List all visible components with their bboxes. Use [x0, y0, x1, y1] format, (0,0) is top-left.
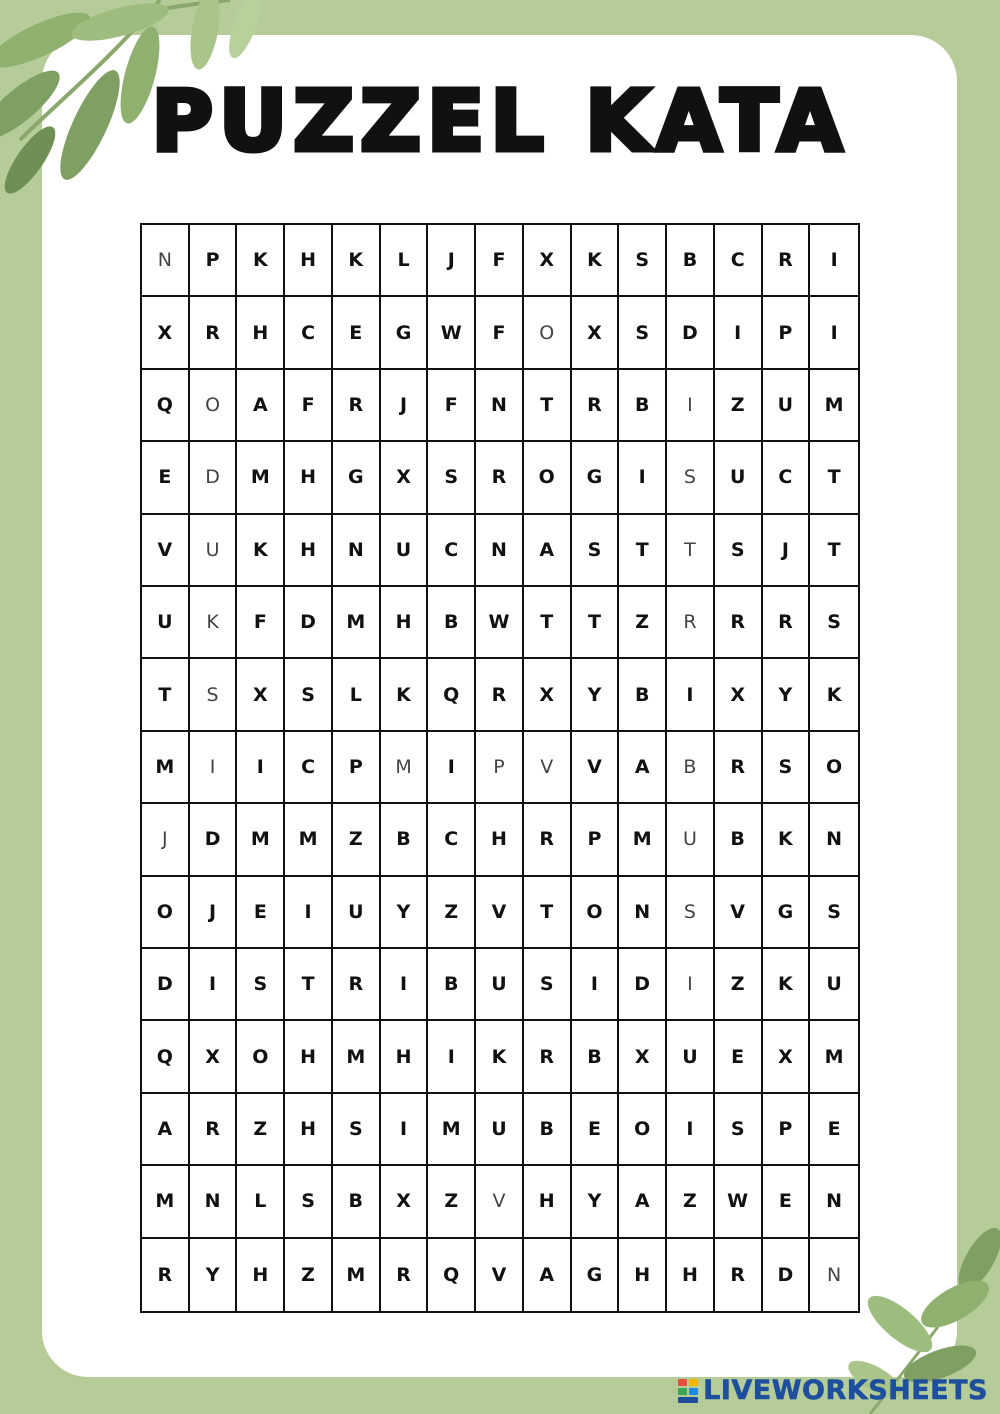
- grid-cell-r6-c7[interactable]: B: [428, 587, 476, 659]
- grid-cell-r1-c2[interactable]: P: [190, 225, 238, 297]
- grid-cell-r11-c6[interactable]: I: [381, 949, 429, 1021]
- grid-cell-r2-c1[interactable]: X: [142, 297, 190, 369]
- grid-cell-r14-c7[interactable]: Z: [428, 1166, 476, 1238]
- grid-cell-r5-c14[interactable]: J: [763, 515, 811, 587]
- grid-cell-r5-c13[interactable]: S: [715, 515, 763, 587]
- grid-cell-r2-c2[interactable]: R: [190, 297, 238, 369]
- grid-cell-r14-c3[interactable]: L: [237, 1166, 285, 1238]
- grid-cell-r7-c3[interactable]: X: [237, 659, 285, 731]
- grid-cell-r4-c8[interactable]: R: [476, 442, 524, 514]
- grid-cell-r3-c14[interactable]: U: [763, 370, 811, 442]
- grid-cell-r14-c6[interactable]: X: [381, 1166, 429, 1238]
- grid-cell-r1-c14[interactable]: R: [763, 225, 811, 297]
- grid-cell-r5-c6[interactable]: U: [381, 515, 429, 587]
- grid-cell-r15-c7[interactable]: Q: [428, 1239, 476, 1311]
- grid-cell-r12-c3[interactable]: O: [237, 1021, 285, 1093]
- grid-cell-r8-c1[interactable]: M: [142, 732, 190, 804]
- grid-cell-r9-c8[interactable]: H: [476, 804, 524, 876]
- grid-cell-r8-c4[interactable]: C: [285, 732, 333, 804]
- grid-cell-r3-c7[interactable]: F: [428, 370, 476, 442]
- grid-cell-r11-c8[interactable]: U: [476, 949, 524, 1021]
- grid-cell-r7-c8[interactable]: R: [476, 659, 524, 731]
- grid-cell-r6-c12[interactable]: R: [667, 587, 715, 659]
- grid-cell-r11-c10[interactable]: I: [572, 949, 620, 1021]
- grid-cell-r10-c10[interactable]: O: [572, 877, 620, 949]
- word-search-grid: [140, 223, 860, 1313]
- grid-cell-r1-c3[interactable]: K: [237, 225, 285, 297]
- grid-cell-r11-c15[interactable]: U: [810, 949, 858, 1021]
- grid-cell-r4-c14[interactable]: C: [763, 442, 811, 514]
- grid-cell-r7-c14[interactable]: Y: [763, 659, 811, 731]
- grid-cell-r11-c9[interactable]: S: [524, 949, 572, 1021]
- grid-cell-r13-c2[interactable]: R: [190, 1094, 238, 1166]
- grid-cell-r2-c3[interactable]: H: [237, 297, 285, 369]
- grid-cell-r13-c15[interactable]: E: [810, 1094, 858, 1166]
- grid-cell-r14-c1[interactable]: M: [142, 1166, 190, 1238]
- grid-cell-r15-c2[interactable]: Y: [190, 1239, 238, 1311]
- grid-cell-r5-c12[interactable]: T: [667, 515, 715, 587]
- grid-cell-r4-c13[interactable]: U: [715, 442, 763, 514]
- grid-cell-r12-c2[interactable]: X: [190, 1021, 238, 1093]
- grid-cell-r8-c2[interactable]: I: [190, 732, 238, 804]
- grid-cell-r13-c13[interactable]: S: [715, 1094, 763, 1166]
- grid-cell-r15-c13[interactable]: R: [715, 1239, 763, 1311]
- liveworksheets-brand-text: LIVEWORKSHEETS: [703, 1375, 988, 1406]
- grid-cell-r15-c10[interactable]: G: [572, 1239, 620, 1311]
- grid-cell-r1-c1[interactable]: N: [142, 225, 190, 297]
- grid-cell-r3-c5[interactable]: R: [333, 370, 381, 442]
- grid-cell-r11-c4[interactable]: T: [285, 949, 333, 1021]
- grid-cell-r8-c6[interactable]: M: [381, 732, 429, 804]
- grid-cell-r4-c5[interactable]: G: [333, 442, 381, 514]
- grid-cell-r1-c9[interactable]: X: [524, 225, 572, 297]
- grid-cell-r13-c10[interactable]: E: [572, 1094, 620, 1166]
- grid-cell-r10-c5[interactable]: U: [333, 877, 381, 949]
- grid-cell-r3-c2[interactable]: O: [190, 370, 238, 442]
- grid-cell-r1-c5[interactable]: K: [333, 225, 381, 297]
- grid-cell-r15-c6[interactable]: R: [381, 1239, 429, 1311]
- grid-cell-r4-c6[interactable]: X: [381, 442, 429, 514]
- grid-cell-r11-c13[interactable]: Z: [715, 949, 763, 1021]
- grid-cell-r12-c12[interactable]: U: [667, 1021, 715, 1093]
- grid-cell-r6-c4[interactable]: D: [285, 587, 333, 659]
- grid-cell-r6-c5[interactable]: M: [333, 587, 381, 659]
- grid-cell-r11-c2[interactable]: I: [190, 949, 238, 1021]
- grid-cell-r10-c2[interactable]: J: [190, 877, 238, 949]
- grid-cell-r2-c8[interactable]: F: [476, 297, 524, 369]
- grid-cell-r9-c11[interactable]: M: [619, 804, 667, 876]
- liveworksheets-brand: [677, 1375, 988, 1406]
- grid-cell-r9-c1[interactable]: J: [142, 804, 190, 876]
- grid-cell-r5-c5[interactable]: N: [333, 515, 381, 587]
- grid-cell-r3-c1[interactable]: Q: [142, 370, 190, 442]
- grid-cell-r6-c8[interactable]: W: [476, 587, 524, 659]
- grid-cell-r10-c11[interactable]: N: [619, 877, 667, 949]
- grid-cell-r9-c5[interactable]: Z: [333, 804, 381, 876]
- grid-cell-r14-c4[interactable]: S: [285, 1166, 333, 1238]
- grid-cell-r11-c11[interactable]: D: [619, 949, 667, 1021]
- grid-cell-r13-c9[interactable]: B: [524, 1094, 572, 1166]
- grid-cell-r12-c11[interactable]: X: [619, 1021, 667, 1093]
- grid-cell-r14-c8[interactable]: V: [476, 1166, 524, 1238]
- grid-cell-r10-c3[interactable]: E: [237, 877, 285, 949]
- grid-cell-r9-c15[interactable]: N: [810, 804, 858, 876]
- grid-cell-r4-c10[interactable]: G: [572, 442, 620, 514]
- grid-cell-r11-c12[interactable]: I: [667, 949, 715, 1021]
- grid-cell-r15-c11[interactable]: H: [619, 1239, 667, 1311]
- grid-cell-r12-c5[interactable]: M: [333, 1021, 381, 1093]
- grid-cell-r4-c12[interactable]: S: [667, 442, 715, 514]
- grid-cell-r4-c1[interactable]: E: [142, 442, 190, 514]
- grid-cell-r3-c6[interactable]: J: [381, 370, 429, 442]
- grid-cell-r12-c4[interactable]: H: [285, 1021, 333, 1093]
- grid-cell-r5-c11[interactable]: T: [619, 515, 667, 587]
- grid-cell-r1-c7[interactable]: J: [428, 225, 476, 297]
- grid-cell-r8-c7[interactable]: I: [428, 732, 476, 804]
- grid-cell-r2-c9[interactable]: O: [524, 297, 572, 369]
- grid-cell-r2-c6[interactable]: G: [381, 297, 429, 369]
- grid-cell-r14-c14[interactable]: E: [763, 1166, 811, 1238]
- grid-cell-r1-c6[interactable]: L: [381, 225, 429, 297]
- grid-cell-r12-c14[interactable]: X: [763, 1021, 811, 1093]
- grid-cell-r13-c12[interactable]: I: [667, 1094, 715, 1166]
- grid-cell-r14-c9[interactable]: H: [524, 1166, 572, 1238]
- grid-cell-r5-c1[interactable]: V: [142, 515, 190, 587]
- grid-cell-r7-c11[interactable]: B: [619, 659, 667, 731]
- grid-cell-r6-c6[interactable]: H: [381, 587, 429, 659]
- grid-cell-r15-c4[interactable]: Z: [285, 1239, 333, 1311]
- grid-cell-r8-c10[interactable]: V: [572, 732, 620, 804]
- grid-cell-r9-c14[interactable]: K: [763, 804, 811, 876]
- grid-cell-r3-c9[interactable]: T: [524, 370, 572, 442]
- grid-cell-r6-c9[interactable]: T: [524, 587, 572, 659]
- grid-cell-r2-c10[interactable]: X: [572, 297, 620, 369]
- grid-cell-r4-c7[interactable]: S: [428, 442, 476, 514]
- grid-cell-r10-c9[interactable]: T: [524, 877, 572, 949]
- grid-cell-r5-c10[interactable]: S: [572, 515, 620, 587]
- grid-cell-r6-c15[interactable]: S: [810, 587, 858, 659]
- grid-cell-r4-c4[interactable]: H: [285, 442, 333, 514]
- grid-cell-r6-c2[interactable]: K: [190, 587, 238, 659]
- grid-cell-r1-c8[interactable]: F: [476, 225, 524, 297]
- grid-cell-r9-c13[interactable]: B: [715, 804, 763, 876]
- grid-cell-r3-c3[interactable]: A: [237, 370, 285, 442]
- grid-cell-r2-c5[interactable]: E: [333, 297, 381, 369]
- grid-cell-r5-c8[interactable]: N: [476, 515, 524, 587]
- grid-cell-r6-c13[interactable]: R: [715, 587, 763, 659]
- grid-cell-r3-c11[interactable]: B: [619, 370, 667, 442]
- grid-cell-r7-c7[interactable]: Q: [428, 659, 476, 731]
- grid-cell-r5-c9[interactable]: A: [524, 515, 572, 587]
- grid-cell-r6-c3[interactable]: F: [237, 587, 285, 659]
- grid-cell-r2-c7[interactable]: W: [428, 297, 476, 369]
- grid-cell-r7-c15[interactable]: K: [810, 659, 858, 731]
- grid-cell-r2-c15[interactable]: I: [810, 297, 858, 369]
- grid-cell-r6-c11[interactable]: Z: [619, 587, 667, 659]
- grid-cell-r5-c3[interactable]: K: [237, 515, 285, 587]
- grid-cell-r2-c13[interactable]: I: [715, 297, 763, 369]
- grid-cell-r2-c4[interactable]: C: [285, 297, 333, 369]
- grid-cell-r6-c1[interactable]: U: [142, 587, 190, 659]
- grid-cell-r7-c5[interactable]: L: [333, 659, 381, 731]
- grid-cell-r11-c7[interactable]: B: [428, 949, 476, 1021]
- grid-cell-r3-c13[interactable]: Z: [715, 370, 763, 442]
- grid-cell-r10-c13[interactable]: V: [715, 877, 763, 949]
- grid-cell-r15-c1[interactable]: R: [142, 1239, 190, 1311]
- grid-cell-r15-c8[interactable]: V: [476, 1239, 524, 1311]
- grid-cell-r15-c5[interactable]: M: [333, 1239, 381, 1311]
- grid-cell-r9-c7[interactable]: C: [428, 804, 476, 876]
- grid-cell-r3-c10[interactable]: R: [572, 370, 620, 442]
- grid-cell-r2-c11[interactable]: S: [619, 297, 667, 369]
- liveworksheets-logo-icon: [677, 1378, 699, 1404]
- page-title: PUZZEL KATA: [151, 72, 849, 170]
- grid-cell-r2-c12[interactable]: D: [667, 297, 715, 369]
- grid-cell-r15-c15[interactable]: N: [827, 1263, 842, 1286]
- grid-cell-r8-c15[interactable]: O: [810, 732, 858, 804]
- grid-cell-r8-c9[interactable]: V: [524, 732, 572, 804]
- grid-cell-r4-c9[interactable]: O: [524, 442, 572, 514]
- grid-cell-r2-c14[interactable]: P: [763, 297, 811, 369]
- grid-cell-r1-c13[interactable]: C: [715, 225, 763, 297]
- grid-cell-r10-c1[interactable]: O: [142, 877, 190, 949]
- grid-cell-r10-c7[interactable]: Z: [428, 877, 476, 949]
- grid-cell-r9-c10[interactable]: P: [572, 804, 620, 876]
- grid-cell-r12-c9[interactable]: R: [524, 1021, 572, 1093]
- grid-cell-r7-c9[interactable]: X: [524, 659, 572, 731]
- grid-cell-r3-c4[interactable]: F: [285, 370, 333, 442]
- grid-cell-r10-c12[interactable]: S: [667, 877, 715, 949]
- grid-cell-r6-c10[interactable]: T: [572, 587, 620, 659]
- grid-cell-r15-c14[interactable]: D: [763, 1239, 811, 1311]
- grid-cell-r10-c15[interactable]: S: [810, 877, 858, 949]
- grid-cell-r8-c8[interactable]: P: [476, 732, 524, 804]
- grid-cell-r6-c14[interactable]: R: [763, 587, 811, 659]
- grid-cell-r12-c1[interactable]: Q: [142, 1021, 190, 1093]
- grid-cell-r15-c3[interactable]: H: [237, 1239, 285, 1311]
- grid-cell-r9-c4[interactable]: M: [285, 804, 333, 876]
- grid-cell-r14-c12[interactable]: Z: [667, 1166, 715, 1238]
- grid-cell-r13-c7[interactable]: M: [428, 1094, 476, 1166]
- grid-cell-r11-c1[interactable]: D: [142, 949, 190, 1021]
- grid-cell-r7-c12[interactable]: I: [667, 659, 715, 731]
- grid-cell-r8-c5[interactable]: P: [333, 732, 381, 804]
- grid-cell-r15-c12[interactable]: H: [667, 1239, 715, 1311]
- grid-cell-r8-c13[interactable]: R: [715, 732, 763, 804]
- grid-cell-r14-c11[interactable]: A: [619, 1166, 667, 1238]
- grid-cell-r13-c3[interactable]: Z: [237, 1094, 285, 1166]
- grid-cell-r5-c7[interactable]: C: [428, 515, 476, 587]
- grid-cell-r13-c14[interactable]: P: [763, 1094, 811, 1166]
- grid-cell-r13-c11[interactable]: O: [619, 1094, 667, 1166]
- grid-cell-r12-c7[interactable]: I: [428, 1021, 476, 1093]
- grid-cell-r15-c9[interactable]: A: [524, 1239, 572, 1311]
- grid-cell-r1-c4[interactable]: H: [285, 225, 333, 297]
- grid-cell-r4-c2[interactable]: D: [190, 442, 238, 514]
- grid-cell-r13-c6[interactable]: I: [381, 1094, 429, 1166]
- grid-cell-r13-c8[interactable]: U: [476, 1094, 524, 1166]
- grid-cell-r9-c9[interactable]: R: [524, 804, 572, 876]
- grid-cell-r12-c15[interactable]: M: [810, 1021, 858, 1093]
- grid-cell-r4-c11[interactable]: I: [619, 442, 667, 514]
- grid-cell-r4-c15[interactable]: T: [810, 442, 858, 514]
- grid-cell-r9-c3[interactable]: M: [237, 804, 285, 876]
- grid-cell-r1-c11[interactable]: S: [619, 225, 667, 297]
- grid-cell-r11-c3[interactable]: S: [237, 949, 285, 1021]
- grid-cell-r5-c4[interactable]: H: [285, 515, 333, 587]
- grid-cell-r1-c10[interactable]: K: [572, 225, 620, 297]
- grid-cell-r3-c15[interactable]: M: [810, 370, 858, 442]
- grid-cell-r9-c12[interactable]: U: [667, 804, 715, 876]
- grid-cell-r10-c4[interactable]: I: [285, 877, 333, 949]
- grid-cell-r9-c2[interactable]: D: [190, 804, 238, 876]
- grid-cell-r5-c2[interactable]: U: [190, 515, 238, 587]
- grid-cell-r8-c3[interactable]: I: [237, 732, 285, 804]
- grid-cell-r7-c2[interactable]: S: [190, 659, 238, 731]
- grid-cell-r7-c10[interactable]: Y: [572, 659, 620, 731]
- grid-cell-r11-c14[interactable]: K: [763, 949, 811, 1021]
- grid-cell-r11-c5[interactable]: R: [333, 949, 381, 1021]
- grid-cell-r14-c15[interactable]: N: [810, 1166, 858, 1238]
- grid-cell-r9-c6[interactable]: B: [381, 804, 429, 876]
- grid-cell-r8-c14[interactable]: S: [763, 732, 811, 804]
- grid-cell-r14-c5[interactable]: B: [333, 1166, 381, 1238]
- grid-cell-r1-c12[interactable]: B: [667, 225, 715, 297]
- grid-cell-r10-c14[interactable]: G: [763, 877, 811, 949]
- grid-cell-r8-c12[interactable]: B: [667, 732, 715, 804]
- grid-cell-r13-c1[interactable]: A: [142, 1094, 190, 1166]
- grid-cell-r14-c10[interactable]: Y: [572, 1166, 620, 1238]
- grid-cell-r7-c13[interactable]: X: [715, 659, 763, 731]
- grid-cell-r4-c3[interactable]: M: [237, 442, 285, 514]
- grid-cell-r5-c15[interactable]: T: [810, 515, 858, 587]
- grid-cell-r10-c8[interactable]: V: [476, 877, 524, 949]
- grid-cell-r12-c6[interactable]: H: [381, 1021, 429, 1093]
- grid-cell-r7-c4[interactable]: S: [285, 659, 333, 731]
- grid-cell-r1-c15[interactable]: I: [810, 225, 858, 297]
- grid-cell-r14-c2[interactable]: N: [190, 1166, 238, 1238]
- grid-cell-r3-c8[interactable]: N: [476, 370, 524, 442]
- grid-cell-r12-c13[interactable]: E: [715, 1021, 763, 1093]
- grid-cell-r10-c6[interactable]: Y: [381, 877, 429, 949]
- grid-cell-r14-c13[interactable]: W: [715, 1166, 763, 1238]
- grid-cell-r7-c1[interactable]: T: [142, 659, 190, 731]
- grid-cell-r3-c12[interactable]: I: [667, 370, 715, 442]
- grid-cell-r12-c8[interactable]: K: [476, 1021, 524, 1093]
- grid-cell-r13-c4[interactable]: H: [285, 1094, 333, 1166]
- grid-cell-r8-c11[interactable]: A: [619, 732, 667, 804]
- grid-cell-r12-c10[interactable]: B: [572, 1021, 620, 1093]
- grid-cell-r7-c6[interactable]: K: [381, 659, 429, 731]
- grid-cell-r13-c5[interactable]: S: [333, 1094, 381, 1166]
